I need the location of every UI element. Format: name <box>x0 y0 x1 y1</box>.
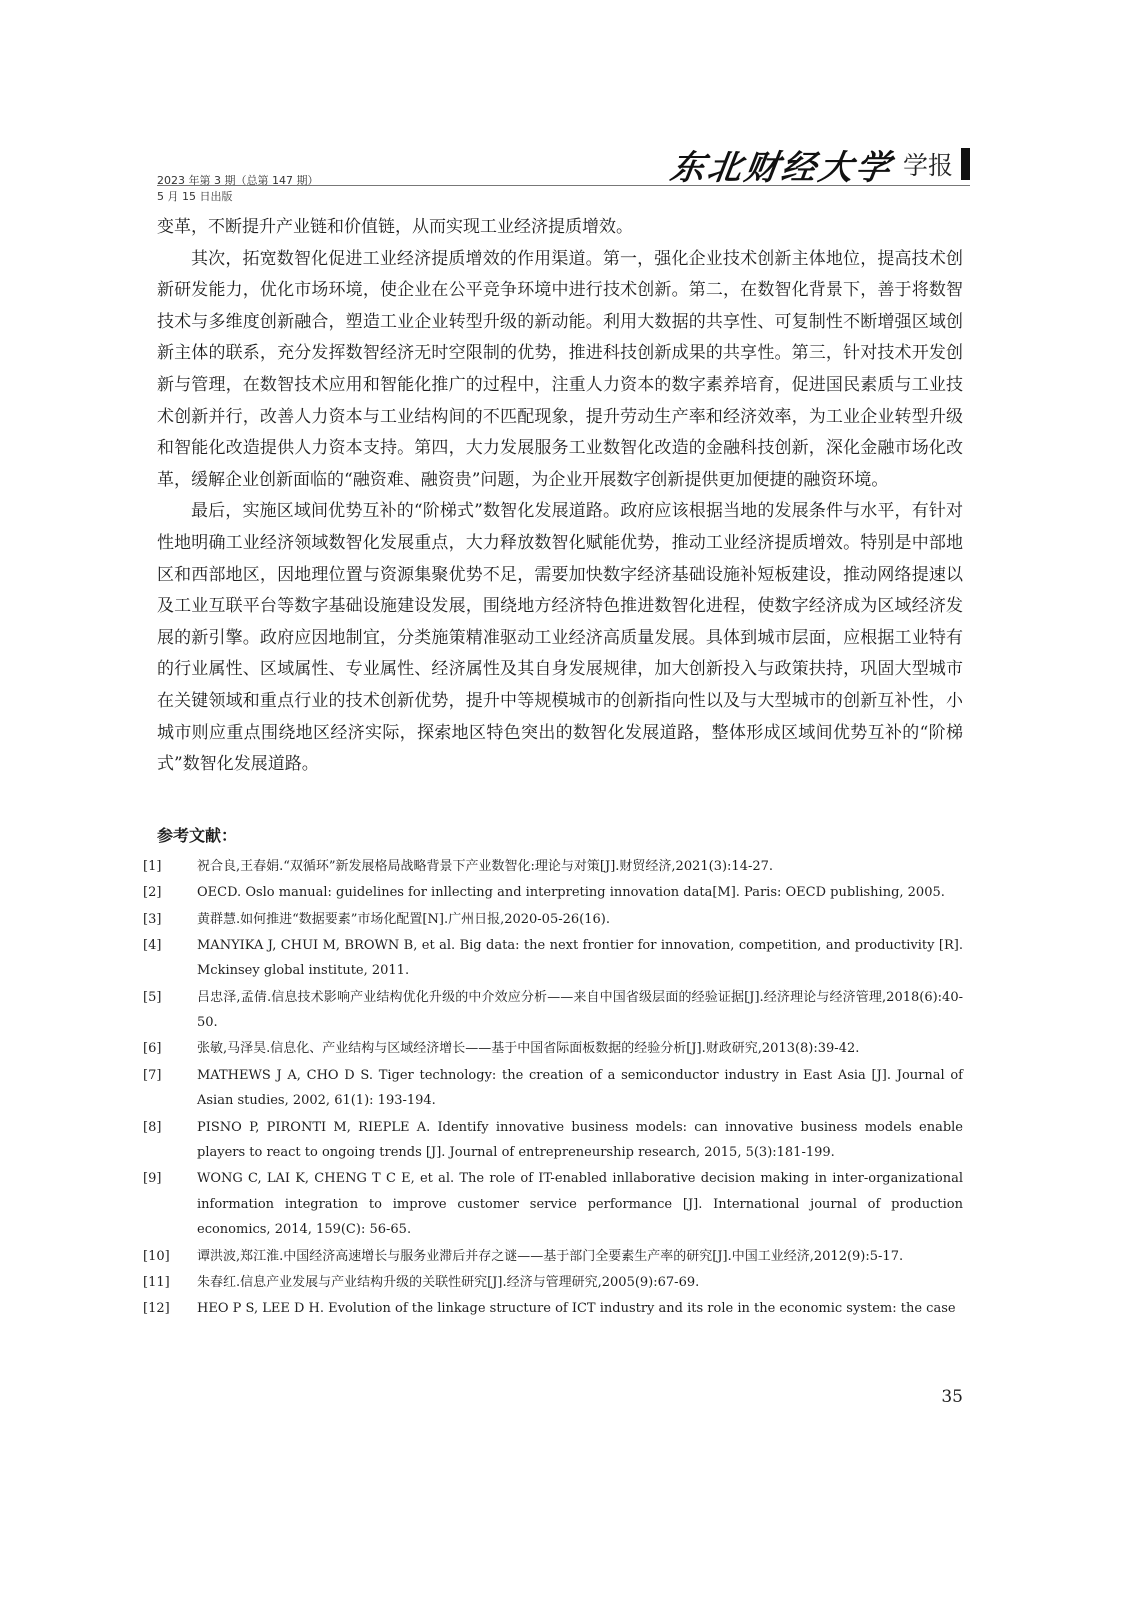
reference-number: [1] <box>143 859 162 874</box>
body-paragraph: 变革，不断提升产业链和价值链，从而实现工业经济提质增效。 <box>157 217 633 237</box>
journal-masthead <box>667 140 970 188</box>
body-paragraph: 其次，拓宽数智化促进工业经济提质增效的作用渠道。第一，强化企业技术创新主体地位，提高技术创新研发能力，优化市场环境，使企业在公平竞争环境中进行技术创新。第二，在数智化背景下，善于将数智技术与多维度创新融合，塑造工业企业转型升级的新动能。利用大数据的共享性、可复制性不断增强区域创新主体的联系，充分发挥数智经济无时空限制的优势，推进科技创新成果的共享性。第三，针对技术开发创新与管理，在数智技术应用和智能化推广的过程中，注重人力资本的数字素养培育，促进国民素质与工业技术创新并行，改善人力资本与工业结构间的不匹配现象，提升劳动生产率和经济效率，为工业企业转型升级和智能化改造提供人力资本支持。第四，大力发展服务工业数智化改造的金融科技创新，深化金融市场化改革，缓解企业创新面临的“融资难、融资贵”问题，为企业开展数字创新提供更加便捷的融资环境。 <box>157 248 963 490</box>
reference-text: WONG C, LAI K, CHENG T C E, et al. The role of IT-enabled inllaborative decision making in inter-organizational information integration to improve customer service performance [J]. International journal of production economics, 2014, 159(C): 56-65. <box>197 1171 963 1238</box>
reference-text: 祝合良,王春娟.“双循环”新发展格局战略背景下产业数智化:理论与对策[J].财贸经济,2021(3):14-27. <box>197 859 774 874</box>
reference-number: [7] <box>143 1067 162 1083</box>
references-title: 参考文献： <box>157 826 238 845</box>
reference-item <box>143 1296 963 1322</box>
reference-number: [12] <box>143 1301 170 1317</box>
reference-item <box>143 1270 963 1296</box>
journal-suffix: 学报 <box>902 151 953 180</box>
body-text <box>157 212 963 781</box>
issue-line: 2023 年第 3 期（总第 147 期） <box>157 174 319 187</box>
reference-number: [5] <box>143 989 162 1005</box>
reference-number: [10] <box>143 1248 170 1264</box>
reference-item <box>143 854 963 880</box>
reference-text: OECD. Oslo manual: guidelines for inllecting and interpreting innovation data[M]. Paris: OECD publishing, 2005. <box>197 885 945 901</box>
reference-number: [3] <box>143 911 162 927</box>
reference-text: 黄群慧.如何推进“数据要素”市场化配置[N].广州日报,2020-05-26(16). <box>197 911 610 927</box>
reference-number: [9] <box>143 1171 162 1187</box>
reference-number: [6] <box>143 1041 162 1057</box>
page-header <box>157 140 970 203</box>
reference-text: MANYIKA J, CHUI M, BROWN B, et al. Big data: the next frontier for innovation, competition, and productivity [R]. Mckinsey global institute, 2011. <box>197 937 963 979</box>
reference-item <box>143 1115 963 1166</box>
header-rule <box>157 185 970 186</box>
reference-item <box>143 1244 963 1270</box>
reference-number: [2] <box>143 885 162 901</box>
journal-logo: 东北财经大学 <box>667 147 896 188</box>
reference-item <box>143 907 963 933</box>
reference-number: [11] <box>143 1274 170 1290</box>
reference-text: 吕忠泽,孟倩.信息技术影响产业结构优化升级的中介效应分析——来自中国省级层面的经验证据[J].经济理论与经济管理,2018(6):40-50. <box>197 989 963 1031</box>
reference-item <box>143 985 963 1036</box>
body-paragraph: 最后，实施区域间优势互补的“阶梯式”数智化发展道路。政府应该根据当地的发展条件与水平，有针对性地明确工业经济领域数智化发展重点，大力释放数智化赋能优势，推动工业经济提质增效。特别是中部地区和西部地区，因地理位置与资源集聚优势不足，需要加快数字经济基础设施补短板建设，推动网络提速以及工业互联平台等数字基础设施建设发展，围绕地方经济特色推进数智化进程，使数字经济成为区域经济发展的新引擎。政府应因地制宜，分类施策精准驱动工业经济高质量发展。具体到城市层面，应根据工业特有的行业属性、区域属性、专业属性、经济属性及其自身发展规律，加大创新投入与政策扶持，巩固大型城市在关键领域和重点行业的技术创新优势，提升中等规模城市的创新指向性以及与大型城市的创新互补性，小城市则应重点围绕地区经济实际，探索地区特色突出的数智化发展道路，整体形成区域间优势互补的“阶梯式”数智化发展道路。 <box>157 501 963 775</box>
reference-text: 谭洪波,郑江淮.中国经济高速增长与服务业滞后并存之谜——基于部门全要素生产率的研究[J].中国工业经济,2012(9):5-17. <box>197 1248 904 1264</box>
masthead-bar <box>961 148 970 180</box>
reference-number: [4] <box>143 937 162 953</box>
page-number: 35 <box>941 1387 963 1407</box>
reference-text: 张敏,马泽昊.信息化、产业结构与区域经济增长——基于中国省际面板数据的经验分析[J].财政研究,2013(8):39-42. <box>197 1041 860 1057</box>
reference-text: HEO P S, LEE D H. Evolution of the linkage structure of ICT industry and its role in the economic system: the case <box>197 1301 956 1317</box>
reference-item <box>143 933 963 984</box>
issue-info <box>157 174 318 206</box>
publish-date: 5 月 15 日出版 <box>157 190 233 203</box>
reference-item <box>143 1063 963 1114</box>
reference-item <box>143 1166 963 1243</box>
reference-item <box>143 880 963 906</box>
reference-item <box>143 1036 963 1062</box>
reference-text: MATHEWS J A, CHO D S. Tiger technology: the creation of a semiconductor industry in East Asia [J]. Journal of Asian studies, 2002, 61(1): 193-194. <box>197 1067 963 1109</box>
reference-number: [8] <box>143 1119 162 1135</box>
reference-text: 朱春红.信息产业发展与产业结构升级的关联性研究[J].经济与管理研究,2005(9):67-69. <box>197 1274 700 1290</box>
reference-list <box>143 854 963 1323</box>
reference-text: PISNO P, PIRONTI M, RIEPLE A. Identify innovative business models: can innovative business models enable players to react to ongoing trends [J]. Journal of entrepreneurship research, 2015, 5(3):181-199. <box>197 1119 963 1161</box>
